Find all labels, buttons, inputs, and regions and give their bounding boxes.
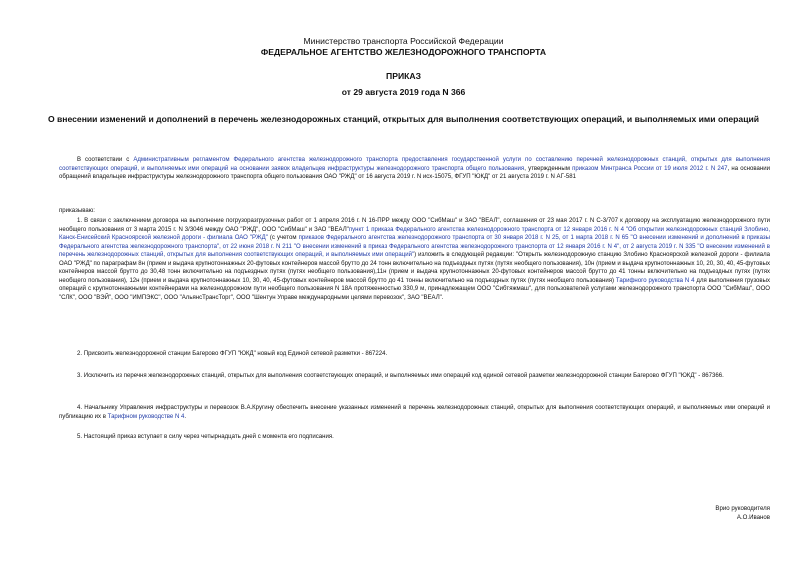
item-1-text-3: ) изложить в следующей редакции: "Открыть железнодорожную станцию Злобино Красноярской железной дороги - филиала ОАО "РЖД" по параграфам 8н (прием и выдача крупнотоннажных 20-футовых контейнеров массой брутто до 24 тонн включительно на подъездных путях (путях необщего пользования), 10н (прием и выдача крупнотоннажных 10, 20, 30, 40, 45-футовых контейнеров массой брутто до 30,48 тонн включительно на подъездных путях (путях необщего пользования),11н (прием и выдача крупнотоннажных 20-футовых контейнеров массой брутто до 41 тонны включительно на подъездных путях (путях необщего пользования), 12н (прием и выдача крупнотоннажных 10, 30, 40, 45-футовых контейнеров массой брутто до 41 тонны включительно на подъездных путях (путях необщего пользования) xyxy=(59,252,770,284)
regulation-link[interactable]: Административным регламентом Федерального агентства железнодорожного транспорта предоставления государственной услуги по составлению перечней железнодорожных станций, открытых для выполнения соответствующих операций, и выполняемых ими операций на основании заявок владельцев инфраструктуры железнодорожного транспорта общего пользования xyxy=(59,157,770,172)
item-1-text-2: (с учетом xyxy=(267,235,299,242)
order-point-1-link[interactable]: пункт 1 приказа Федерального агентства железнодорожного транспорта от 12 января 2016 г. N 4 "Об открытии железнодорожных станций Злобино, Канск-Енисейский Красноярской железной дороги - филиала ОАО "РЖД" xyxy=(59,226,771,242)
item-2-paragraph xyxy=(59,350,770,359)
mintrans-order-link[interactable]: приказом Минтранса России от 19 июля 2012 г. N 247 xyxy=(572,165,728,172)
item-1-paragraph xyxy=(59,217,770,302)
item-5-paragraph xyxy=(59,433,770,442)
ministry-name: Министерство транспорта Российской Федерации xyxy=(303,36,504,46)
intro-paragraph xyxy=(59,156,770,182)
ordered-label: приказываю: xyxy=(59,208,95,214)
document-title: О внесении изменений и дополнений в перечень железнодорожных станций, открытых для выполнения соответствующих операций, и выполняемых ими операций xyxy=(47,114,760,124)
signatory-position: Врио руководителя xyxy=(715,505,770,512)
agency-name: ФЕДЕРАЛЬНОЕ АГЕНТСТВО ЖЕЛЕЗНОДОРОЖНОГО ТРАНСПОРТА xyxy=(260,47,547,57)
signature-block xyxy=(715,504,770,522)
tariff-guide-publication-link[interactable]: Тарифном руководстве N 4 xyxy=(107,413,185,420)
item-4-text-2: . xyxy=(184,413,187,420)
intro-text-1: В соответствии с xyxy=(77,157,134,163)
intro-text-2: , утвержденным xyxy=(524,165,573,172)
item-4-text-1: 4. Начальнику Управления инфраструктуры и перевозок В.А.Кругину обеспечить внесение указанных изменений в перечень железнодорожных станций, открытых для выполнения соответствующих операций, и выполняемых ими операций и публикацию их в xyxy=(59,405,770,420)
item-2-text: 2. Присвоить железнодорожной станции Багерово ФГУП "ЮКД" новый код Единой сетевой разметки - 867224. xyxy=(77,351,388,357)
item-1-text-1: 1. В связи с заключением договора на выполнение погрузоразгрузочных работ от 1 апреля 2016 г. N 16-ПРР между ООО "СибМаш" и ЗАО "ВЕАЛ", соглашения от 23 мая 2017 г. N С-3/707 к договору на эксплуатацию железнодорожного пути необщего пользования от 3 марта 2015 г. N 3/3046 между ОАО "РЖД", ООО "СибМаш" и ЗАО "ВЕАЛ" xyxy=(59,218,770,233)
document-type: ПРИКАЗ xyxy=(386,71,421,81)
intro-text-3: , на основании обращений владельцев инфраструктуры железнодорожного транспорта общего пользования ОАО "РЖД" от 16 августа 2019 г. N исх-15075, ФГУП "ЮКД" от 21 августа 2019 г. N АГ-581 xyxy=(59,165,770,181)
item-5-text: 5. Настоящий приказ вступает в силу через четырнадцать дней с момента его подписания. xyxy=(77,434,334,440)
document-date: от 29 августа 2019 года N 366 xyxy=(341,87,466,97)
signatory-name: А.О.Иванов xyxy=(736,514,770,521)
tariff-guide-link[interactable]: Тарифного руководства N 4 xyxy=(615,277,695,284)
item-3-text: 3. Исключить из перечня железнодорожных станций, открытых для выполнения соответствующих операций, и выполняемых ими операций код единой сетевой разметки железнодорожной станции Багерово ФГУП "ЮКД" - 867366. xyxy=(77,373,724,379)
item-4-paragraph xyxy=(59,404,770,421)
item-3-paragraph xyxy=(59,372,770,381)
item-1-text-4: для выполнения грузовых операций с крупнотоннажными контейнерами на железнодорожном пути необщего пользования N 18А протяженностью 330,9 м, принадлежащем ООО "Сибтяжмаш", для пользователей услугами железнодорожного транспорта ООО "СибМаш", ООО "СЛК", ООО "ВЭЙ", ООО "ИМПЭКС", ООО "АльянсТрансТорг", ООО "Шентун Управе международными целями перевозок", ЗАО "ВЕАЛ". xyxy=(59,277,770,301)
amending-orders-link[interactable]: приказов Федерального агентства железнодорожного транспорта от 30 января 2018 г. N 25, от 1 марта 2018 г. N 65 "О внесении изменений и дополнений в приказы Федерального агентства железнодорожного транспорта", от 22 июня 2018 г. N 211 "О внесении изменений в приказ Федерального агентства железнодорожного транспорта от 12 января 2016 г. N 4", от 2 августа 2019 г. N 335 "О внесении изменений в перечень железнодорожных станций, открытых для выполнения соответствующих операций, и выполняемых ими операций" xyxy=(59,235,770,259)
